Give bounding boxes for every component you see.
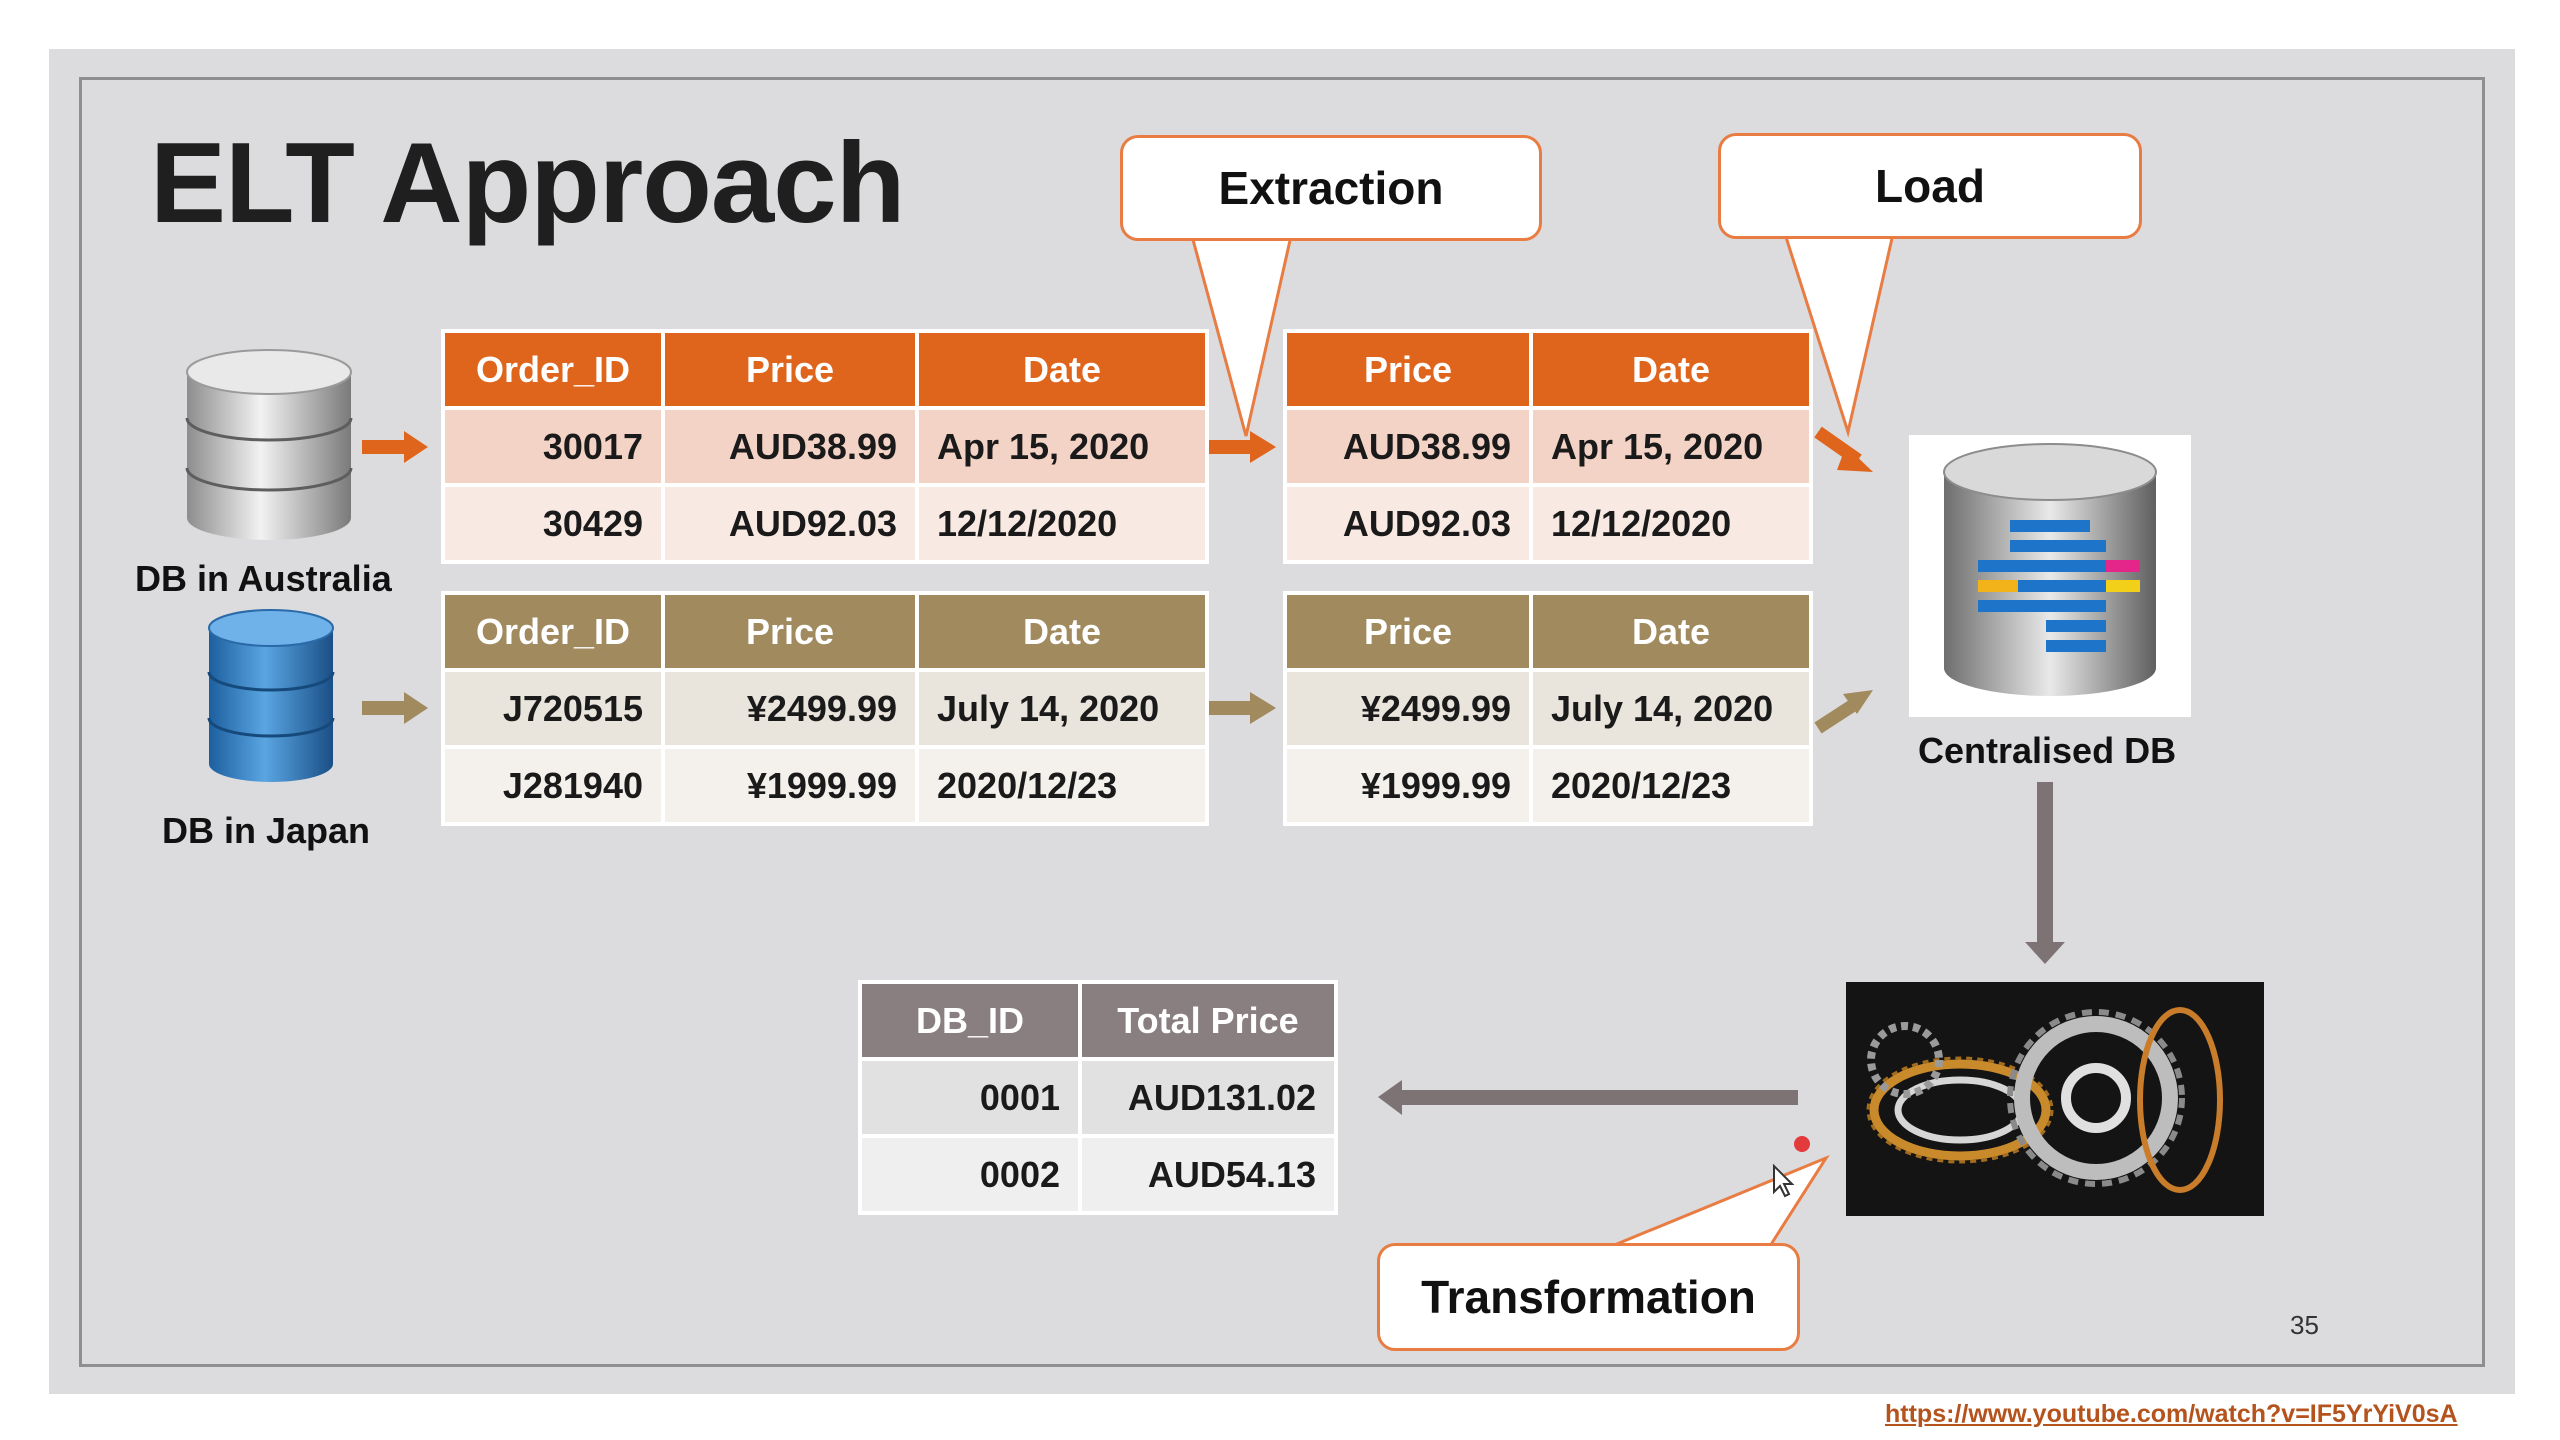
table-row — [1285, 747, 1811, 824]
table-header-cell: Price — [663, 593, 917, 670]
table-header-row — [443, 331, 1207, 408]
table-row — [443, 485, 1207, 562]
table-header-cell: Date — [1531, 331, 1811, 408]
table-header-row — [1285, 331, 1811, 408]
arrow-australia-to-extract — [1208, 431, 1276, 463]
transformation-callout-text: Transformation — [1421, 1271, 1756, 1323]
table-row — [443, 747, 1207, 824]
table-header-row — [443, 593, 1207, 670]
extraction-callout-text: Extraction — [1218, 162, 1444, 214]
table-row — [1285, 485, 1811, 562]
slide-title: ELT Approach — [150, 120, 905, 247]
table-header-cell: Price — [663, 331, 917, 408]
table-cell: ¥1999.99 — [1285, 747, 1531, 824]
db-australia-label: DB in Australia — [135, 558, 392, 599]
australia-orders-table — [441, 329, 1209, 564]
extraction-callout — [1120, 135, 1542, 241]
table-cell: AUD92.03 — [1285, 485, 1531, 562]
australia-extract-table — [1283, 329, 1813, 564]
load-callout-text: Load — [1875, 160, 1985, 212]
arrow-australia-to-table — [362, 431, 428, 463]
table-header-cell: DB_ID — [860, 982, 1080, 1059]
transformed-result-table — [858, 980, 1338, 1215]
arrow-australia-to-central — [1818, 432, 1873, 472]
database-icon — [187, 350, 351, 540]
japan-extract-table — [1283, 591, 1813, 826]
table-header-cell: Order_ID — [443, 331, 663, 408]
database-icon — [209, 610, 333, 782]
table-cell: 12/12/2020 — [917, 485, 1207, 562]
centralised-db-icon — [1909, 435, 2191, 717]
table-row — [860, 1136, 1336, 1213]
table-cell: J720515 — [443, 670, 663, 747]
table-cell: AUD92.03 — [663, 485, 917, 562]
table-row — [1285, 408, 1811, 485]
table-cell: 0001 — [860, 1059, 1080, 1136]
table-cell: 2020/12/23 — [917, 747, 1207, 824]
page-number: 35 — [2290, 1310, 2319, 1340]
table-header-cell: Date — [1531, 593, 1811, 670]
arrow-central-to-transform — [2025, 782, 2065, 964]
load-callout — [1718, 133, 2142, 239]
table-row — [1285, 670, 1811, 747]
japan-orders-table — [441, 591, 1209, 826]
pointer-dot-icon — [1794, 1136, 1810, 1152]
table-header-cell: Total Price — [1080, 982, 1336, 1059]
table-cell: AUD54.13 — [1080, 1136, 1336, 1213]
table-cell: 30429 — [443, 485, 663, 562]
transformation-callout-tail — [1612, 1158, 1826, 1246]
table-header-cell: Price — [1285, 593, 1531, 670]
gears-image — [1846, 982, 2264, 1216]
centralised-db-label: Centralised DB — [1918, 730, 2177, 771]
table-cell: Apr 15, 2020 — [917, 408, 1207, 485]
table-cell: July 14, 2020 — [1531, 670, 1811, 747]
table-cell: ¥2499.99 — [663, 670, 917, 747]
table-cell: 2020/12/23 — [1531, 747, 1811, 824]
table-header-cell: Price — [1285, 331, 1531, 408]
table-cell: AUD38.99 — [663, 408, 917, 485]
arrow-japan-to-extract — [1208, 692, 1276, 724]
table-row — [443, 408, 1207, 485]
table-cell: July 14, 2020 — [917, 670, 1207, 747]
table-header-cell: Order_ID — [443, 593, 663, 670]
table-cell: Apr 15, 2020 — [1531, 408, 1811, 485]
table-cell: AUD38.99 — [1285, 408, 1531, 485]
table-header-row — [1285, 593, 1811, 670]
table-cell: J281940 — [443, 747, 663, 824]
table-cell: AUD131.02 — [1080, 1059, 1336, 1136]
table-header-cell: Date — [917, 331, 1207, 408]
table-cell: 12/12/2020 — [1531, 485, 1811, 562]
arrow-transform-to-result — [1378, 1080, 1798, 1115]
db-japan-label: DB in Japan — [162, 810, 371, 851]
footer-link[interactable]: https://www.youtube.com/watch?v=IF5YrYiV0sA — [1885, 1400, 2458, 1428]
arrow-japan-to-table — [362, 692, 428, 724]
table-header-row — [860, 982, 1336, 1059]
table-cell: ¥1999.99 — [663, 747, 917, 824]
table-header-cell: Date — [917, 593, 1207, 670]
table-cell: 30017 — [443, 408, 663, 485]
arrow-japan-to-central — [1818, 690, 1873, 728]
table-row — [860, 1059, 1336, 1136]
table-row — [443, 670, 1207, 747]
table-cell: 0002 — [860, 1136, 1080, 1213]
transformation-callout — [1377, 1243, 1800, 1351]
table-cell: ¥2499.99 — [1285, 670, 1531, 747]
